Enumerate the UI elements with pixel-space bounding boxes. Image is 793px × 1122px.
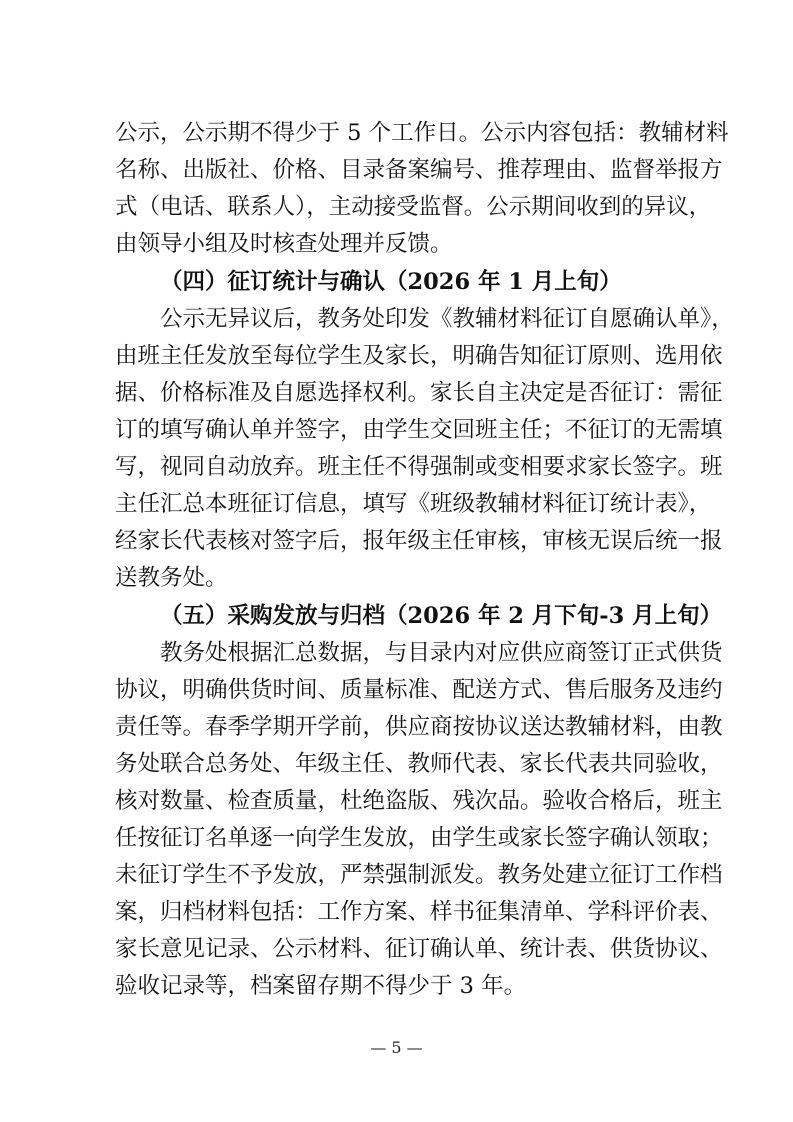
paragraph-line: 教务处根据汇总数据，与目录内对应供应商签订正式供货: [160, 640, 723, 666]
paragraph-line: 据、价格标准及自愿选择权利。家长自主决定是否征订：需征: [115, 380, 723, 406]
paragraph-line: 经家长代表核对签字后，报年级主任审核，审核无误后统一报: [115, 528, 723, 554]
paragraph-line: 未征订学生不予发放，严禁强制派发。教务处建立征订工作档: [115, 862, 723, 888]
section-heading: （五）采购发放与归档（2026 年 2 月下旬-3 月上旬）: [160, 603, 723, 629]
paragraph-line: 主任汇总本班征订信息，填写《班级教辅材料征订统计表》，: [115, 491, 712, 517]
paragraph-line: 公示无异议后，教务处印发《教辅材料征订自愿确认单》，: [160, 306, 734, 332]
paragraph-line: 订的填写确认单并签字，由学生交回班主任；不征订的无需填: [115, 417, 723, 443]
paragraph-line: 家长意见记录、公示材料、征订确认单、统计表、供货协议、: [115, 936, 723, 962]
paragraph-line: 由领导小组及时核查处理并反馈。: [115, 231, 453, 257]
paragraph-line: 任按征订名单逐一向学生发放，由学生或家长签字确认领取；: [115, 825, 723, 851]
paragraph-line: 协议，明确供货时间、质量标准、配送方式、售后服务及违约: [115, 677, 723, 703]
paragraph-line: 务处联合总务处、年级主任、教师代表、家长代表共同验收，: [115, 751, 723, 777]
page-number: — 5 —: [370, 1038, 423, 1057]
paragraph-line: 式（电话、联系人），主动接受监督。公示期间收到的异议，: [115, 194, 712, 220]
paragraph-line: 案，归档材料包括：工作方案、样书征集清单、学科评价表、: [115, 899, 723, 925]
paragraph-line: 送教务处。: [115, 565, 228, 591]
paragraph-line: 公示，公示期不得少于 5 个工作日。公示内容包括：教辅材料: [115, 120, 729, 146]
paragraph-line: 由班主任发放至每位学生及家长，明确告知征订原则、选用依: [115, 343, 723, 369]
paragraph-line: 核对数量、检查质量，杜绝盗版、残次品。验收合格后，班主: [115, 788, 723, 814]
paragraph-line: 名称、出版社、价格、目录备案编号、推荐理由、监督举报方: [115, 157, 723, 183]
paragraph-line: 验收记录等，档案留存期不得少于 3 年。: [115, 973, 527, 999]
paragraph-line: 责任等。春季学期开学前，供应商按协议送达教辅材料，由教: [115, 714, 723, 740]
paragraph-line: 写，视同自动放弃。班主任不得强制或变相要求家长签字。班: [115, 454, 723, 480]
section-heading: （四）征订统计与确认（2026 年 1 月上旬）: [160, 269, 622, 295]
